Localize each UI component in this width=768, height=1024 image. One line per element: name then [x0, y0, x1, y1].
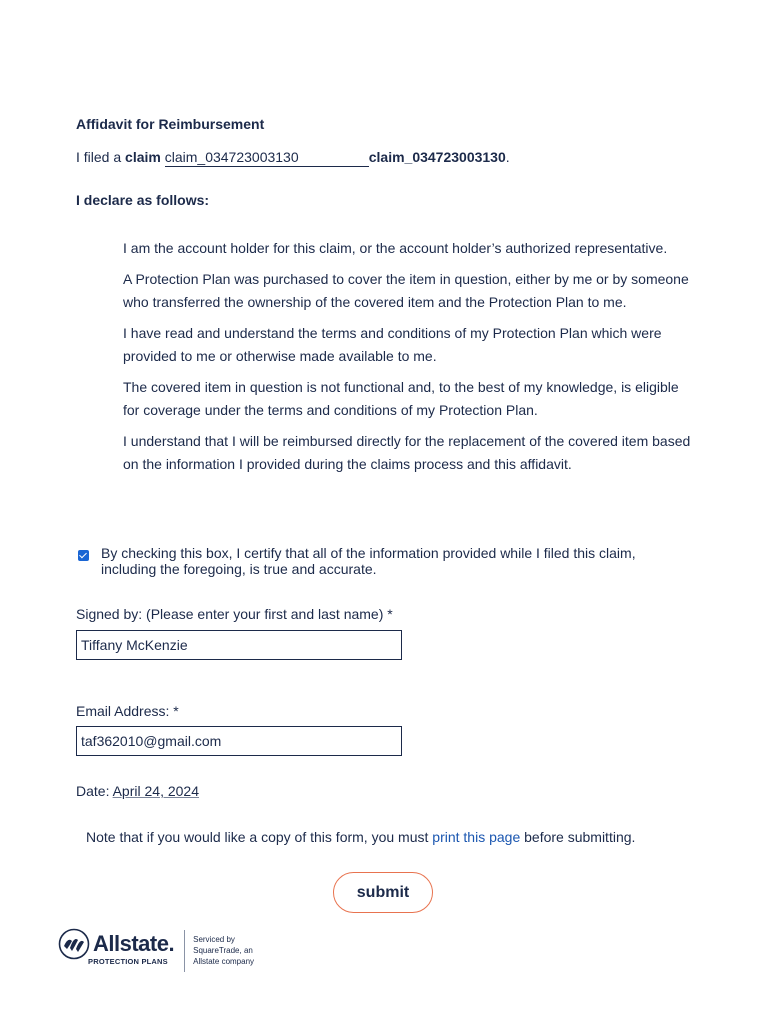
affidavit-form [76, 115, 696, 901]
email-label: Email Address: * [76, 703, 179, 719]
certify-checkbox[interactable] [78, 550, 89, 561]
logo-name-text: Allstate [93, 931, 169, 956]
declaration-item: I understand that I will be reimbursed directly for the replacement of the covered item based on the information I provided during the claims process and this affidavit. [123, 432, 691, 472]
signed-by-label: Signed by: (Please enter your first and last name) * [76, 606, 393, 622]
logo-subtitle: PROTECTION PLANS [88, 957, 168, 966]
form-title: Affidavit for Reimbursement [76, 116, 265, 132]
declaration-item: A Protection Plan was purchased to cover the item in question, either by me or by someone who transferred the ownership of the covered item and the Protection Plan to me. [123, 270, 689, 310]
certify-label: By checking this box, I certify that all of the information provided while I filed this claim, including the foregoing, is true and accurate. [101, 545, 636, 577]
declaration-item: I have read and understand the terms and conditions of my Protection Plan which were provided to me or otherwise made available to me. [123, 324, 662, 364]
print-note [86, 829, 635, 845]
declaration-item: The covered item in question is not functional and, to the best of my knowledge, is eligible for coverage under the terms and conditions of my Protection Plan. [123, 378, 679, 418]
allstate-logo [58, 928, 174, 966]
date-line [76, 783, 199, 799]
note-prefix: Note that if you would like a copy of this form, you must [86, 829, 433, 845]
filed-claim-line [76, 147, 696, 167]
date-value: April 24, 2024 [112, 783, 199, 799]
email-input[interactable] [76, 726, 402, 756]
logo-row [58, 928, 174, 960]
claim-number-text: claim_034723003130 [368, 149, 506, 165]
declare-heading: I declare as follows: [76, 192, 210, 208]
note-suffix: before submitting. [520, 829, 636, 845]
declaration-item: I am the account holder for this claim, or the account holder’s authorized representative. [123, 240, 668, 256]
submit-button[interactable]: submit [333, 872, 433, 913]
signed-by-input[interactable] [76, 630, 402, 660]
logo-name [93, 931, 174, 957]
filed-claim-word: claim [125, 149, 161, 165]
filed-suffix: . [505, 149, 510, 165]
allstate-hands-icon [58, 928, 90, 960]
date-label: Date: [76, 783, 113, 799]
logo-divider [184, 930, 185, 972]
logo-dot: . [168, 931, 175, 956]
serviced-by-text: Serviced by SquareTrade, an Allstate company [193, 935, 255, 966]
certify-row [76, 545, 656, 577]
declarations-list [123, 237, 693, 477]
filed-prefix: I filed a [76, 149, 126, 165]
claim-number-input[interactable] [165, 148, 369, 167]
print-page-link[interactable]: print this page [432, 829, 521, 845]
footer-logo [58, 928, 254, 972]
